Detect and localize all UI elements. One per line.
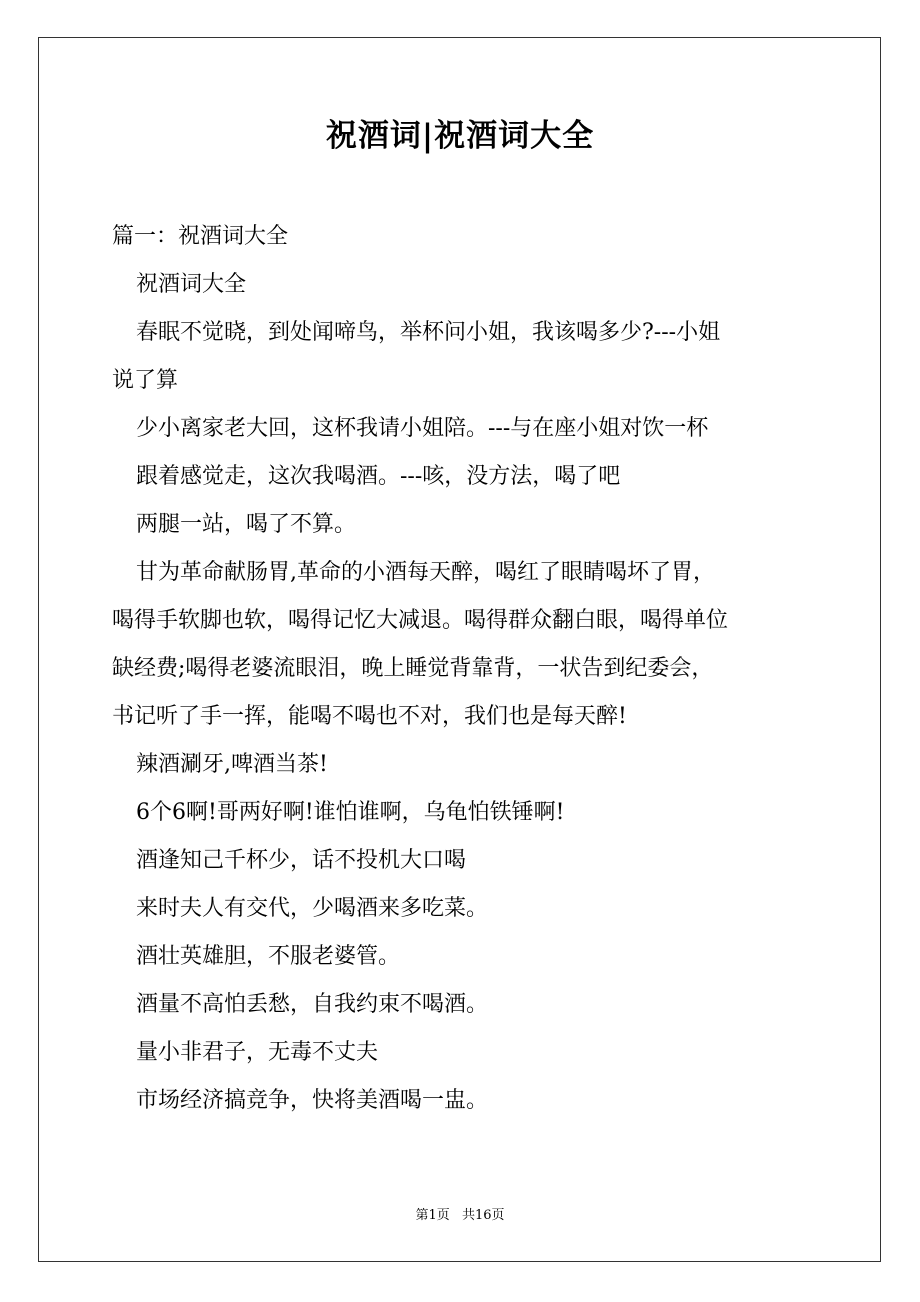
text-line-15: 酒量不高怕丢愁，自我约束不喝酒。 — [136, 992, 489, 1017]
section-heading: 篇一：祝酒词大全 — [112, 224, 289, 249]
text-line-3: 少小离家老大回，这杯我请小姐陪。---与在座小姐对饮一杯 — [136, 416, 709, 441]
page-total: 共16页 — [461, 1208, 505, 1223]
text-line-8: 缺经费;喝得老婆流眼泪，晚上睡觉背靠背，一状告到纪委会， — [112, 656, 714, 681]
text-line-12: 酒逢知己千杯少，话不投机大口喝 — [136, 848, 467, 873]
text-line-16: 量小非君子，无毒不丈夫 — [136, 1040, 379, 1065]
text-line-11: 6个6啊!哥两好啊!谁怕谁啊，乌龟怕铁锤啊! — [136, 800, 565, 825]
text-line-14: 酒壮英雄胆，不服老婆管。 — [136, 944, 401, 969]
subtitle: 祝酒词大全 — [136, 272, 247, 297]
text-line-2: 说了算 — [112, 368, 179, 393]
page-number: 第1页 — [415, 1208, 450, 1223]
text-line-13: 来时夫人有交代，少喝酒来多吃菜。 — [136, 896, 489, 921]
text-line-9: 书记听了手一挥，能喝不喝也不对，我们也是每天醉! — [112, 704, 627, 729]
document-title: 祝酒词|祝酒词大全 — [325, 118, 595, 154]
page-footer — [0, 1206, 920, 1226]
text-line-6: 甘为革命献肠胃,革命的小酒每天醉，喝红了眼睛喝坏了胃， — [136, 560, 715, 585]
document-body — [112, 213, 812, 1125]
text-line-1: 春眠不觉晓，到处闻啼鸟，举杯问小姐，我该喝多少?---小姐 — [136, 320, 721, 345]
text-line-5: 两腿一站，喝了不算。 — [136, 512, 357, 537]
text-line-7: 喝得手软脚也软，喝得记忆大减退。喝得群众翻白眼，喝得单位 — [112, 608, 729, 633]
text-line-4: 跟着感觉走，这次我喝酒。---咳，没方法，喝了吧 — [136, 464, 621, 489]
text-line-17: 市场经济搞竞争，快将美酒喝一盅。 — [136, 1088, 489, 1113]
text-line-10: 辣酒涮牙,啤酒当茶! — [136, 752, 328, 777]
